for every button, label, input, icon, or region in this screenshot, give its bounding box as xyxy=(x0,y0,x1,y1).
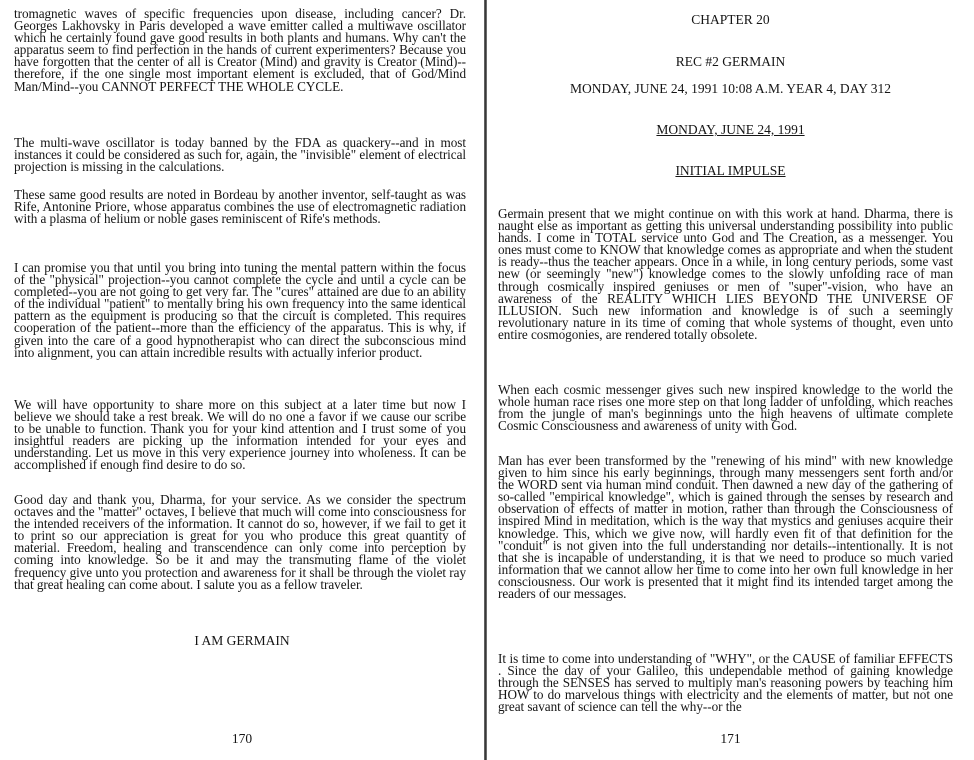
paragraph xyxy=(14,137,466,173)
paragraph-text: tromagnetic waves of specific frequencies upon disease, including cancer? Dr. Georges Lakhovsky in Paris developed a wave emitter called a multiwave oscillator which he certainly found gave good results in both plants and humans. Why can't the apparatus seem to find perfection in the hands of current experimenters? Because you have forgotten that the center of all is Creator (Mind) and gravity is Creator (Mind)--therefore, if the one single most important element is excluded, that of God/Mind Man/Mind--you CANNOT PERFECT THE WHOLE CYCLE. xyxy=(14,6,466,94)
page-number: 171 xyxy=(720,731,741,746)
paragraph-text: Man has ever been transformed by the "renewing of his mind" with new knowledge given to him since his early beginnings, through many messengers sent forth and/or the WORD sent via human mind conduit. Then dawned a new day of the gathering of so-called "empirical knowledge", which is gained through the senses by research and observation of effects of matter in motion, rather than through the Consciousness of inspired Mind in meditation, which is the way that mystics and geniuses acquire their knowledge. This, which we give now, will hardly even fit of that definition for the "conduit" is not given into the full understanding nor details--intentionally. It is not that she is incapable of understanding, it is that we need to produce so much varied information that we cannot allow her time to come into her own full knowledge in her consciousness. Our work is presented that it might find its intended target among the readers of our messages. xyxy=(498,453,953,602)
left-page xyxy=(0,0,484,760)
paragraph-text: We will have opportunity to share more on this subject at a later time but now I believe we should take a rest break. We will do no one a favor if we cause our scribe to be unable to function. Thank you for your kind attention and I trust some of you insightful readers are picking up the information intended for your eyes and understanding. Let us move in this very experience journey into wholeness. It can be accomplished if enough find desire to do so. xyxy=(14,397,466,473)
paragraph-text: It is time to come into understanding of "WHY", or the CAUSE of familiar EFFECTS . Since the day of your Galileo, this undependable method of gaining knowledge through the SENSES has served to multiply man's reasoning powers by teaching him HOW to do marvelous things with electricity and the elements of matter, but not one great savant of science can tell the why--or the xyxy=(498,651,953,715)
paragraph-text: The multi-wave oscillator is today banned by the FDA as quackery--and in most instances it could be considered as such for, again, the "invisible" element of electrical projection is missing in the calculations. xyxy=(14,135,466,175)
paragraph-text: I can promise you that until you bring into tuning the mental pattern within the focus of the "physical" projection--you cannot complete the cycle and until a cycle can be completed--you are not going to get very far. The "cures" attained are due to an ability of the individual "patient" to mentally bring his own frequency into the same identical pattern as the equipment is producing so that the circuit is completed. This requires cooperation of the patient--more than the efficiency of the apparatus. This is why, if given into the care of a good hypnotherapist who can direct the subconscious mind into alignment, you can attain incredible results with actually inferior product. xyxy=(14,260,466,360)
signature: I AM GERMAIN xyxy=(194,633,290,648)
paragraph xyxy=(498,653,953,713)
paragraph xyxy=(14,494,466,591)
paragraph-text: Germain present that we might continue on with this work at hand. Dharma, there is naught else as important as getting this universal understanding possibility into public hands. I come in TOTAL service unto God and The Creation, as a messenger. You ones must come to KNOW that knowledge comes as appropriate and when the student is ready--thus the teacher appears. Once in a while, in long century periods, some vast new (or seemingly "new") knowledge comes to the slowly unfolding race of man through cosmically inspired geniuses or men of "super"-vision, who have an awareness of the REALITY WHICH LIES BEYOND THE UNIVERSE OF ILLUSION. Such new information and knowledge is of such a seemingly revolutionary nature in its time of coming that whole systems of thought, even unto entire cosmogonies, are rendered totally obsolete. xyxy=(498,206,953,342)
right-page xyxy=(487,0,974,760)
paragraph-text: Good day and thank you, Dharma, for your service. As we consider the spectrum octaves and the "matter" octaves, I believe that much will come into consciousness for the intended receivers of the information. It cannot do so, however, if we fail to get it to print so our appreciation is great for you who produce this great quantity of material. Freedom, healing and transcendence can only come into perception by coming into knowledge. So be it and may the transmuting flame of the violet frequency give unto you protection and awareness for it shall be through the violet ray that great healing can come about. I salute you as a fellow traveler. xyxy=(14,492,466,592)
paragraph xyxy=(498,208,953,341)
paragraph xyxy=(14,8,466,93)
page-number: 170 xyxy=(231,731,253,746)
paragraph xyxy=(498,455,953,600)
paragraph xyxy=(14,262,466,359)
paragraph xyxy=(14,189,466,225)
rec-line: REC #2 GERMAIN xyxy=(675,54,786,69)
section-heading: INITIAL IMPULSE xyxy=(675,163,786,178)
paragraph-text: When each cosmic messenger gives such new inspired knowledge to the world the whole human race rises one more step on that long ladder of unfolding, which reaches from the jungle of man's beginnings unto the high heavens of ultimate complete Cosmic Consciousness and awareness of unity with God. xyxy=(498,382,953,434)
chapter-title: CHAPTER 20 xyxy=(691,12,770,27)
paragraph xyxy=(14,399,466,472)
date-line: MONDAY, JUNE 24, 1991 10:08 A.M. YEAR 4, DAY 312 xyxy=(569,81,892,96)
date-heading: MONDAY, JUNE 24, 1991 xyxy=(656,122,805,137)
paragraph xyxy=(498,384,953,432)
paragraph-text: These same good results are noted in Bordeau by another inventor, self-taught as was Rife, Antonine Priore, whose apparatus combines the use of electromagnetic radiation with a plasma of helium or noble gases reminiscent of Rife's methods. xyxy=(14,187,466,227)
